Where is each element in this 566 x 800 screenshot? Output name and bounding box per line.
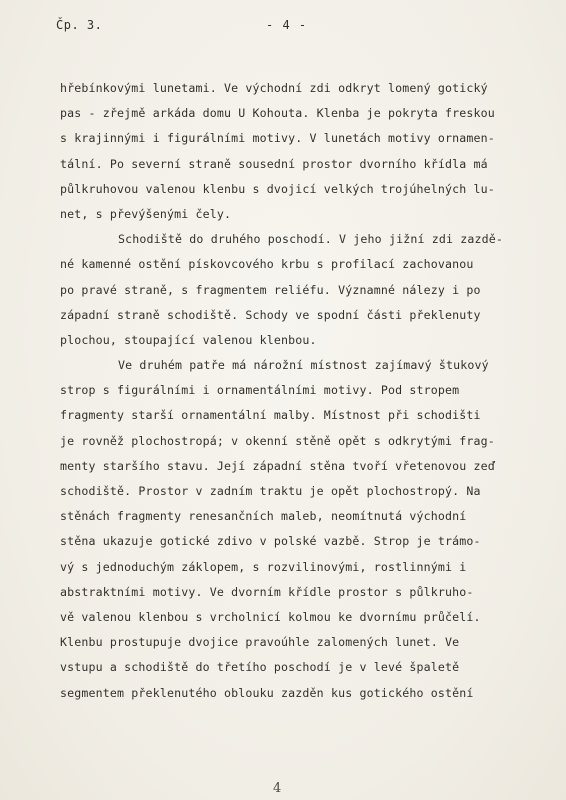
- text-line: strop s figurálními i ornamentálními motivy. Pod stropem: [60, 383, 460, 398]
- page-header-number: - 4 -: [266, 18, 308, 32]
- text-line: stěna ukazuje gotické zdivo v polské vazbě. Strop je trámo-: [60, 534, 481, 549]
- text-line: plochou, stoupající valenou klenbou.: [60, 332, 317, 347]
- text-line: segmentem překlenutého oblouku zazděn kus gotického ostění: [60, 685, 474, 700]
- section-reference: Čp. 3.: [56, 18, 103, 32]
- text-line: stěnách fragmenty renesančních maleb, neomítnutá východní: [60, 509, 467, 524]
- text-line: půlkruhovou valenou klenbu s dvojicí velkých trojúhelných lu-: [60, 181, 495, 196]
- text-line: pas - zřejmě arkáda domu U Kohouta. Klenba je pokryta freskou: [60, 106, 495, 121]
- text-line: vě valenou klenbou s vrcholnicí kolmou ke dvornímu průčelí.: [60, 609, 481, 624]
- body-text: [60, 76, 550, 706]
- text-line: západní straně schodiště. Schody ve spodní části překlenuty: [60, 307, 481, 322]
- text-line: abstraktními motivy. Ve dvorním křídle prostor s půlkruho-: [60, 584, 474, 599]
- text-line: vstupu a schodiště do třetího poschodí je v levé špaletě: [60, 660, 460, 675]
- text-line: Schodiště do druhého poschodí. V jeho jižní zdi zazdě-: [118, 232, 504, 247]
- text-line: Ve druhém patře má nárožní místnost zajímavý štukový: [118, 358, 489, 373]
- text-line: hřebínkovými lunetami. Ve východní zdi odkryt lomený gotický: [60, 81, 488, 95]
- text-line: po pravé straně, s fragmentem reliéfu. Významné nálezy i po: [60, 282, 481, 297]
- text-line: je rovněž plochostropá; v okenní stěně opět s odkrytými frag-: [60, 433, 495, 448]
- text-line: fragmenty starší ornamentální malby. Místnost při schodišti: [60, 408, 481, 423]
- text-line: né kamenné ostění pískovcového krbu s profilací zachovanou: [60, 257, 474, 272]
- text-line: menty staršího stavu. Její západní stěna tvoří vřetenovou zeď: [60, 458, 495, 473]
- text-line: vý s jednoduchým záklopem, s rozvilinovými, rostlinnými i: [60, 559, 467, 574]
- text-line: schodiště. Prostor v zadním traktu je opět plochostropý. Na: [60, 484, 481, 498]
- text-line: tální. Po severní straně sousední prostor dvorního křídla má: [60, 156, 488, 171]
- text-line: net, s převýšenými čely.: [60, 206, 232, 221]
- text-line: Klenbu prostupuje dvojice pravoúhle zalomených lunet. Ve: [60, 635, 460, 650]
- handwritten-page-number: 4: [273, 781, 282, 796]
- text-line: s krajinnými i figurálními motivy. V lunetách motivy ornamen-: [60, 131, 495, 146]
